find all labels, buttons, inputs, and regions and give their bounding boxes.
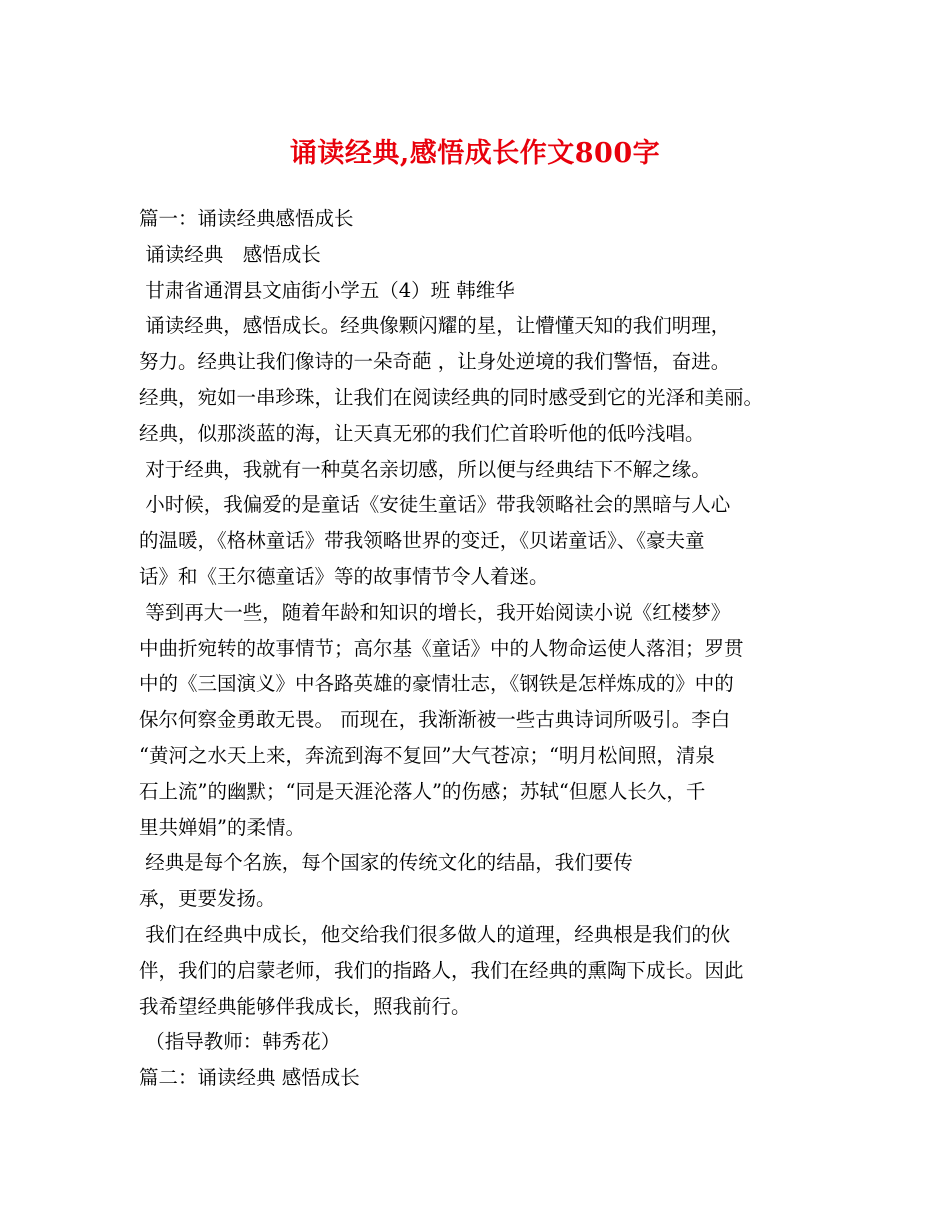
text-line: 我们在经典中成长，他交给我们很多做人的道理，经典根是我们的伙 — [139, 922, 731, 946]
text-line: 的温暖，《格林童话》带我领略世界的变迁，《贝诺童话》、《豪夫童 — [139, 529, 705, 553]
text-line: 中的《三国演义》中各路英雄的豪情壮志，《钢铁是怎样炼成的》中的 — [139, 672, 734, 696]
text-line: 石上流”的幽默；“同是天涯沦落人”的伤感；苏轼“但愿人长久，千 — [139, 779, 706, 803]
text-line: 中曲折宛转的故事情节；高尔基《童话》中的人物命运使人落泪；罗贯 — [139, 636, 744, 660]
text-line: 话》和《王尔德童话》等的故事情节令人着迷。 — [139, 564, 549, 588]
text-line: （指导教师：韩秀花） — [139, 1030, 341, 1054]
text-line: 篇一：诵读经典感悟成长 — [139, 207, 354, 230]
text-line: 经典，似那淡蓝的海，让天真无邪的我们伫首聆听他的低吟浅唱。 — [139, 421, 705, 445]
text-line: “黄河之水天上来，奔流到海不复回”大气苍凉；“明月松间照，清泉 — [139, 743, 715, 767]
text-line: 等到再大一些，随着年龄和知识的增长，我开始阅读小说《红楼梦》 — [139, 600, 731, 624]
text-line: 小时候，我偏爱的是童话《安徒生童话》带我领略社会的黑暗与人心 — [139, 493, 731, 517]
text-line: 对于经典，我就有一种莫名亲切感，所以便与经典结下不解之缘。 — [139, 457, 711, 481]
text-line: 经典是每个名族，每个国家的传统文化的结晶，我们要传 — [139, 851, 633, 875]
text-line: 伴，我们的启蒙老师，我们的指路人，我们在经典的熏陶下成长。因此 — [139, 958, 744, 982]
text-line: 承，更要发扬。 — [139, 887, 276, 911]
text-line: 保尔何察金勇敢无畏。 而现在，我渐渐被一些古典诗词所吸引。李白 — [139, 708, 731, 732]
text-line: 我希望经典能够伴我成长，照我前行。 — [139, 994, 471, 1018]
text-line: 努力。经典让我们像诗的一朵奇葩 ，让身处逆境的我们警悟，奋进。 — [139, 350, 731, 374]
text-line: 经典，宛如一串珍珠，让我们在阅读经典的同时感受到它的光泽和美丽。 — [139, 385, 764, 409]
document-body — [139, 201, 829, 1096]
text-line: 甘肃省通渭县文庙街小学五（4）班 韩维华 — [139, 278, 515, 302]
text-line: 诵读经典，感悟成长。经典像颗闪耀的星，让懵懂天知的我们明理， — [139, 314, 731, 338]
text-line: 诵读经典 感悟成长 — [139, 242, 321, 266]
text-line: 里共婵娟”的柔情。 — [139, 815, 305, 839]
text-line: 篇二：诵读经典 感悟成长 — [139, 1066, 360, 1090]
document-title: 诵读经典,感悟成长作文800字 — [289, 138, 661, 169]
